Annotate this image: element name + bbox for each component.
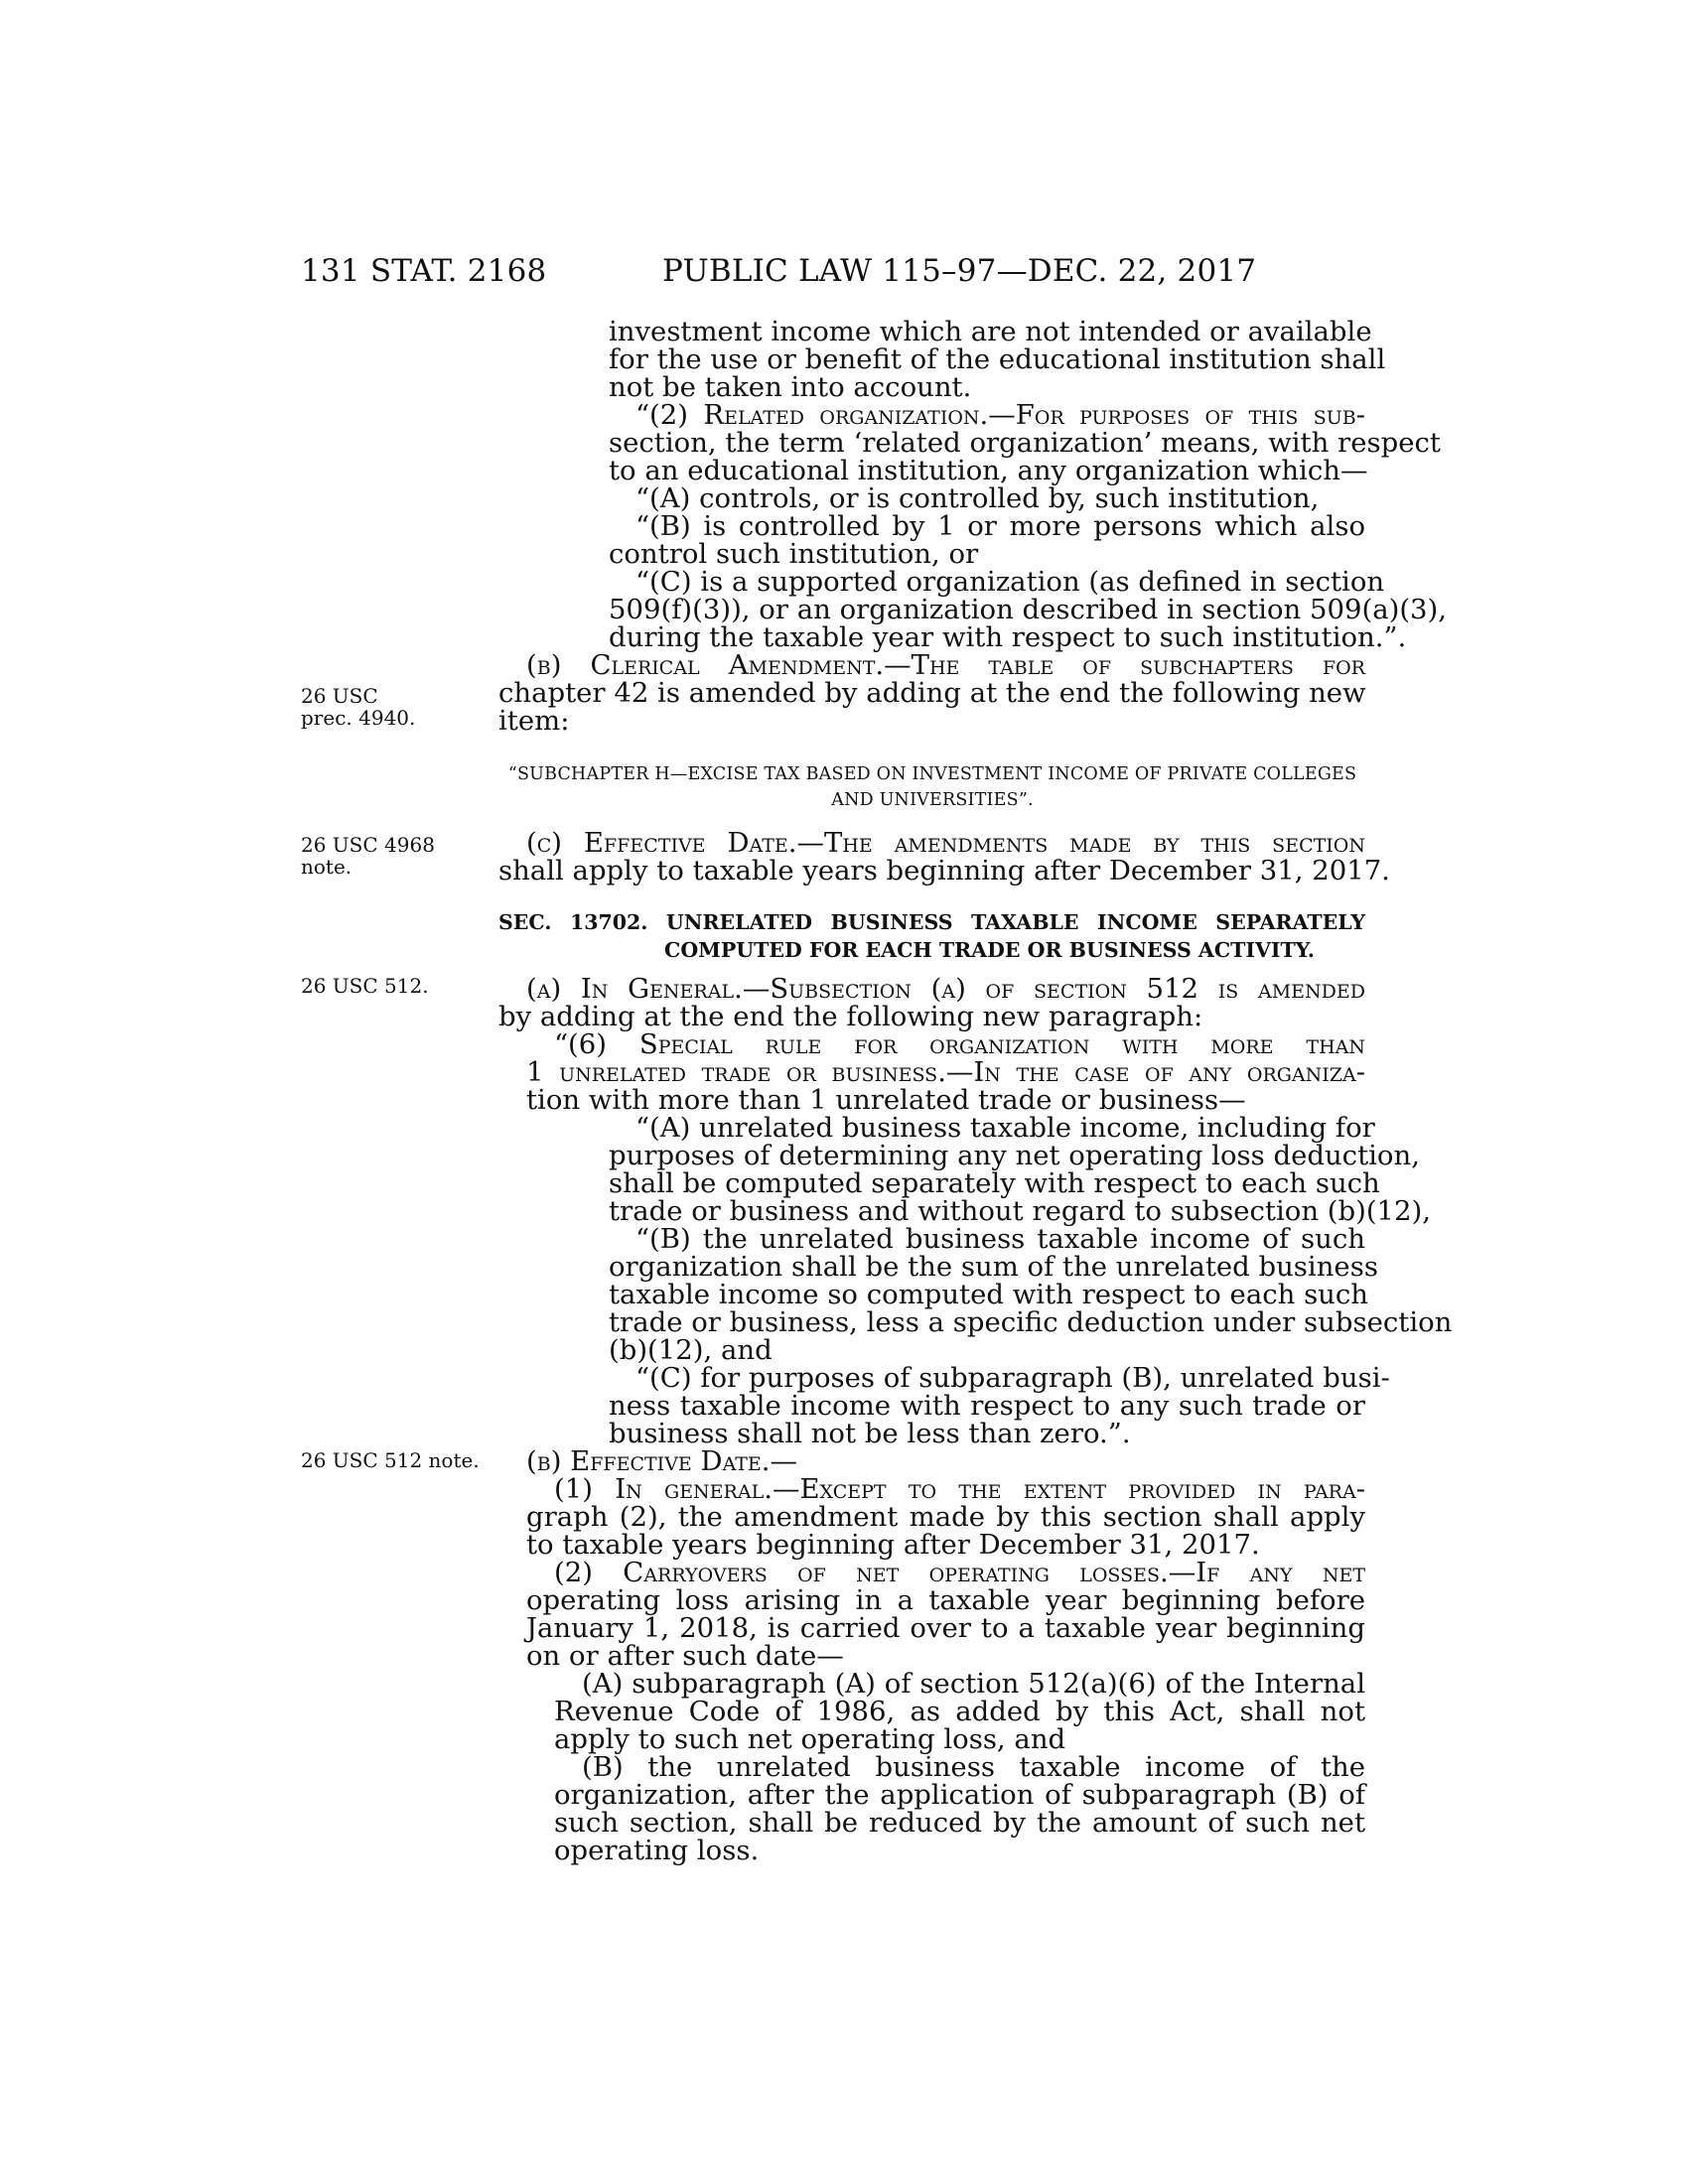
text-line: item: bbox=[498, 705, 570, 737]
text-line: (b) Clerical Amendment.—The table of subchapters for bbox=[526, 649, 1365, 681]
text-line: “(C) is a supported organization (as defined in section bbox=[635, 566, 1385, 598]
text-line: during the taxable year with respect to such institution.”. bbox=[609, 621, 1407, 653]
running-head: PUBLIC LAW 115–97—DEC. 22, 2017 bbox=[662, 253, 1257, 289]
subchapter-item: AND UNIVERSITIES”. bbox=[831, 790, 1034, 810]
text-line: (b) Effective Date.— bbox=[526, 1445, 798, 1477]
text-line: investment income which are not intended or available bbox=[609, 316, 1372, 347]
text-line: “(2) Related organization.—For purposes of this sub- bbox=[635, 399, 1365, 431]
margin-note: 26 USC 512 note. bbox=[301, 1448, 480, 1472]
text-line: trade or business, less a specific deduction under subsection bbox=[609, 1306, 1453, 1338]
text-line: (2) Carryovers of net operating losses.—If any net bbox=[554, 1557, 1365, 1588]
margin-note: 26 USC bbox=[301, 684, 378, 708]
text-line: (c) Effective Date.—The amendments made by this section bbox=[526, 827, 1365, 859]
text-line: “(A) controls, or is controlled by, such institution, bbox=[635, 482, 1320, 514]
text-line: (A) subparagraph (A) of section 512(a)(6) of the Internal bbox=[582, 1668, 1365, 1700]
text-line: to an educational institution, any organization which— bbox=[609, 455, 1368, 486]
text-line: shall be computed separately with respect to each such bbox=[609, 1167, 1380, 1199]
text-line: business shall not be less than zero.”. bbox=[609, 1418, 1131, 1449]
text-line: 509(f)(3)), or an organization described in section 509(a)(3), bbox=[609, 594, 1448, 625]
text-line: organization, after the application of subparagraph (B) of bbox=[554, 1779, 1365, 1811]
text-line: tion with more than 1 unrelated trade or business— bbox=[526, 1084, 1246, 1116]
text-line: “(6) Special rule for organization with more than bbox=[554, 1028, 1365, 1060]
text-line: purposes of determining any net operating loss deduction, bbox=[609, 1140, 1420, 1171]
text-line: shall apply to taxable years beginning after December 31, 2017. bbox=[498, 855, 1390, 887]
text-line: 1 unrelated trade or business.—In the case of any organiza- bbox=[526, 1056, 1365, 1088]
text-line: Revenue Code of 1986, as added by this Act, shall not bbox=[554, 1696, 1365, 1727]
text-line: operating loss arising in a taxable year beginning before bbox=[526, 1584, 1365, 1616]
text-line: trade or business and without regard to subsection (b)(12), bbox=[609, 1195, 1432, 1227]
text-line: “(C) for purposes of subparagraph (B), unrelated busi- bbox=[635, 1362, 1390, 1394]
margin-note: 26 USC 512. bbox=[301, 974, 429, 998]
text-line: such section, shall be reduced by the amount of such net bbox=[554, 1807, 1365, 1839]
text-line: control such institution, or bbox=[609, 538, 979, 570]
text-line: (1) In general.—Except to the extent provided in para- bbox=[554, 1473, 1365, 1505]
text-line: for the use or benefit of the educational institution shall bbox=[609, 343, 1386, 375]
text-line: by adding at the end the following new paragraph: bbox=[498, 1001, 1203, 1032]
text-line: chapter 42 is amended by adding at the end the following new bbox=[498, 677, 1366, 709]
margin-note: prec. 4940. bbox=[301, 706, 416, 730]
text-line: “(B) is controlled by 1 or more persons which also bbox=[635, 510, 1365, 542]
text-line: (B) the unrelated business taxable income of the bbox=[582, 1751, 1365, 1783]
text-line: (b)(12), and bbox=[609, 1334, 773, 1366]
text-line: operating loss. bbox=[554, 1835, 760, 1866]
text-line: section, the term ‘related organization’ means, with respect bbox=[609, 427, 1441, 459]
text-line: ness taxable income with respect to any such trade or bbox=[609, 1390, 1365, 1422]
subchapter-item: “SUBCHAPTER H—EXCISE TAX BASED ON INVESTMENT INCOME OF PRIVATE COLLEGES bbox=[507, 764, 1357, 784]
text-line: January 1, 2018, is carried over to a taxable year beginning bbox=[526, 1612, 1365, 1644]
section-heading: COMPUTED FOR EACH TRADE OR BUSINESS ACTIVITY. bbox=[664, 938, 1315, 962]
text-line: taxable income so computed with respect to each such bbox=[609, 1279, 1369, 1310]
text-line: on or after such date— bbox=[526, 1640, 844, 1672]
text-line: not be taken into account. bbox=[609, 371, 972, 403]
text-line: “(B) the unrelated business taxable income of such bbox=[635, 1223, 1365, 1255]
margin-note: 26 USC 4968 bbox=[301, 833, 435, 857]
margin-note: note. bbox=[301, 855, 352, 879]
text-line: to taxable years beginning after December 31, 2017. bbox=[526, 1529, 1260, 1561]
text-line: apply to such net operating loss, and bbox=[554, 1723, 1066, 1755]
section-heading: SEC. 13702. UNRELATED BUSINESS TAXABLE INCOME SEPARATELY bbox=[498, 910, 1365, 934]
text-line: “(A) unrelated business taxable income, including for bbox=[635, 1112, 1375, 1144]
text-line: graph (2), the amendment made by this section shall apply bbox=[526, 1501, 1365, 1533]
text-line: (a) In General.—Subsection (a) of section 512 is amended bbox=[526, 973, 1365, 1005]
statute-page-number: 131 STAT. 2168 bbox=[301, 253, 547, 289]
text-line: organization shall be the sum of the unrelated business bbox=[609, 1251, 1378, 1283]
